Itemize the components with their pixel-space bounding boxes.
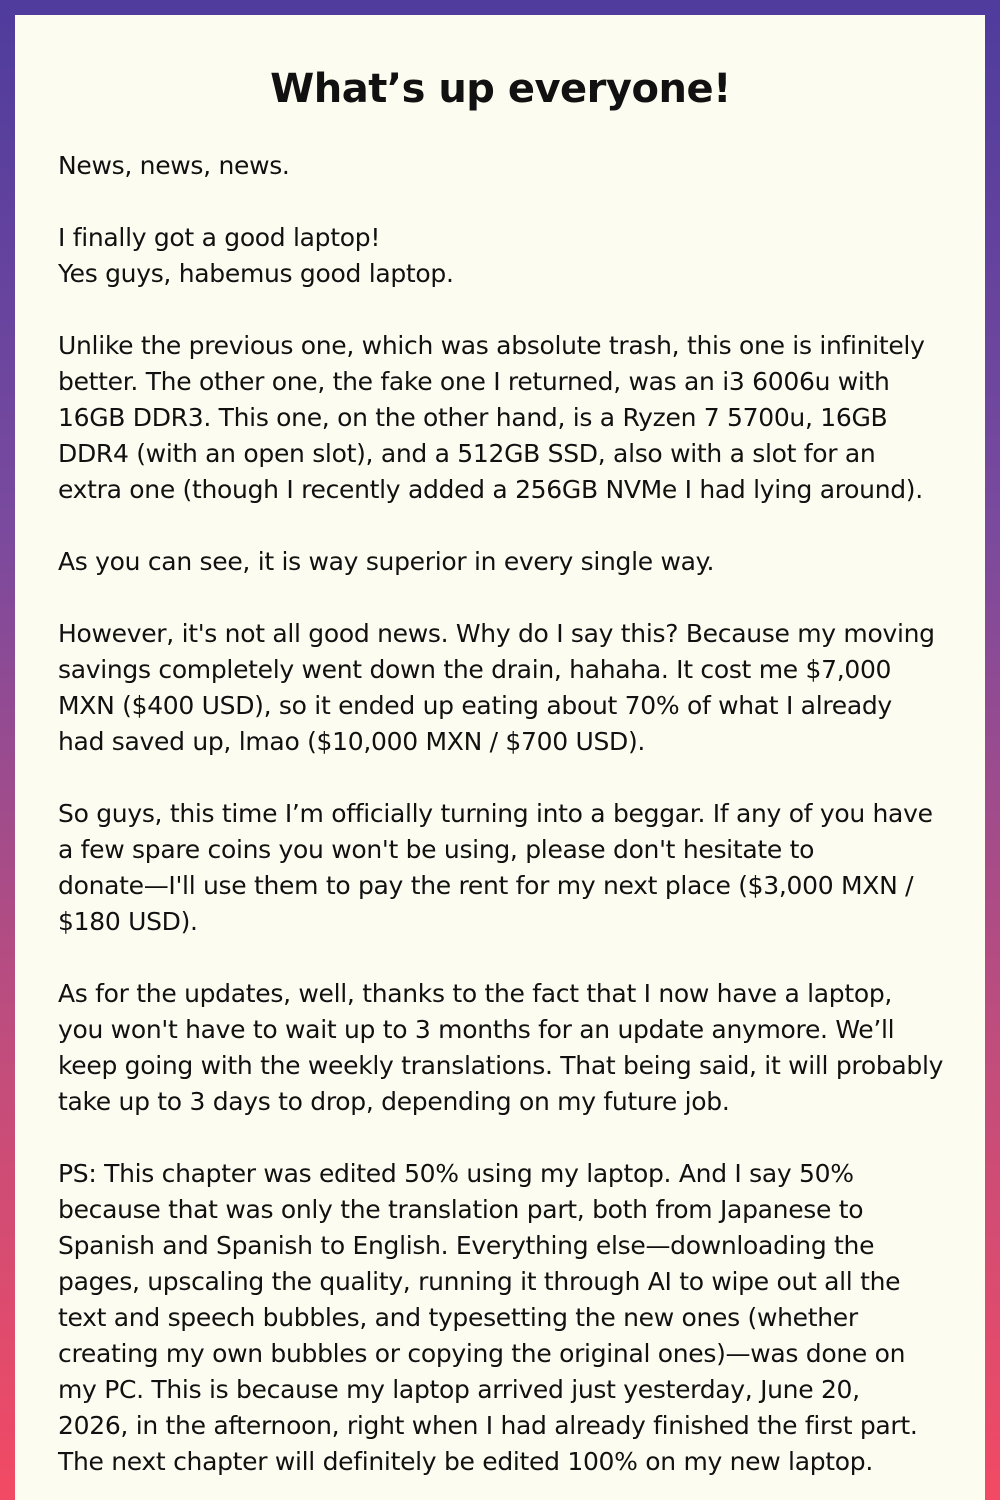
text-line: text and speech bubbles, and typesetting the new ones (whether bbox=[58, 1303, 858, 1332]
text-line: creating my own bubbles or copying the original ones)—was done on bbox=[58, 1339, 906, 1368]
text-line: News, news, news. bbox=[58, 151, 290, 180]
text-line: I finally got a good laptop! bbox=[58, 223, 381, 252]
paragraph-updates bbox=[58, 976, 943, 1120]
paragraph-intro bbox=[58, 148, 943, 184]
paragraph-laptop-news bbox=[58, 220, 943, 292]
text-line: 2026, in the afternoon, right when I had already finished the first part. bbox=[58, 1411, 918, 1440]
text-line: Unlike the previous one, which was absolute trash, this one is infinitely bbox=[58, 331, 925, 360]
text-line: Spanish and Spanish to English. Everything else—downloading the bbox=[58, 1231, 875, 1260]
text-line: However, it's not all good news. Why do I say this? Because my moving bbox=[58, 619, 935, 648]
text-line: better. The other one, the fake one I returned, was an i3 6006u with bbox=[58, 367, 890, 396]
paragraph-specs bbox=[58, 328, 943, 508]
page-title: What’s up everyone! bbox=[270, 66, 731, 112]
text-line: had saved up, lmao ($10,000 MXN / $700 USD). bbox=[58, 727, 646, 756]
paragraph-superior bbox=[58, 544, 943, 580]
text-line: a few spare coins you won't be using, please don't hesitate to bbox=[58, 835, 815, 864]
text-line: donate—I'll use them to pay the rent for my next place ($3,000 MXN / bbox=[58, 871, 914, 900]
text-line: So guys, this time I’m officially turning into a beggar. If any of you have bbox=[58, 799, 933, 828]
text-line: extra one (though I recently added a 256GB NVMe I had lying around). bbox=[58, 475, 923, 504]
text-line: Yes guys, habemus good laptop. bbox=[58, 259, 454, 288]
paragraph-ps bbox=[58, 1156, 943, 1480]
text-line: PS: This chapter was edited 50% using my laptop. And I say 50% bbox=[58, 1159, 854, 1188]
text-line: As for the updates, well, thanks to the fact that I now have a laptop, bbox=[58, 979, 893, 1008]
announcement-card bbox=[15, 15, 985, 1500]
text-line: you won't have to wait up to 3 months for an update anymore. We’ll bbox=[58, 1015, 895, 1044]
text-line: because that was only the translation part, both from Japanese to bbox=[58, 1195, 864, 1224]
text-line: savings completely went down the drain, hahaha. It cost me $7,000 bbox=[58, 655, 892, 684]
announcement-body bbox=[58, 148, 943, 1480]
text-line: MXN ($400 USD), so it ended up eating about 70% of what I already bbox=[58, 691, 892, 720]
text-line: As you can see, it is way superior in every single way. bbox=[58, 547, 715, 576]
text-line: pages, upscaling the quality, running it through AI to wipe out all the bbox=[58, 1267, 901, 1296]
paragraph-cost bbox=[58, 616, 943, 760]
text-line: 16GB DDR3. This one, on the other hand, is a Ryzen 7 5700u, 16GB bbox=[58, 403, 888, 432]
text-line: keep going with the weekly translations. That being said, it will probably bbox=[58, 1051, 944, 1080]
text-line: The next chapter will definitely be edited 100% on my new laptop. bbox=[58, 1447, 874, 1476]
text-line: my PC. This is because my laptop arrived just yesterday, June 20, bbox=[58, 1375, 860, 1404]
text-line: DDR4 (with an open slot), and a 512GB SSD, also with a slot for an bbox=[58, 439, 876, 468]
paragraph-donate bbox=[58, 796, 943, 940]
text-line: take up to 3 days to drop, depending on my future job. bbox=[58, 1087, 730, 1116]
text-line: $180 USD). bbox=[58, 907, 198, 936]
